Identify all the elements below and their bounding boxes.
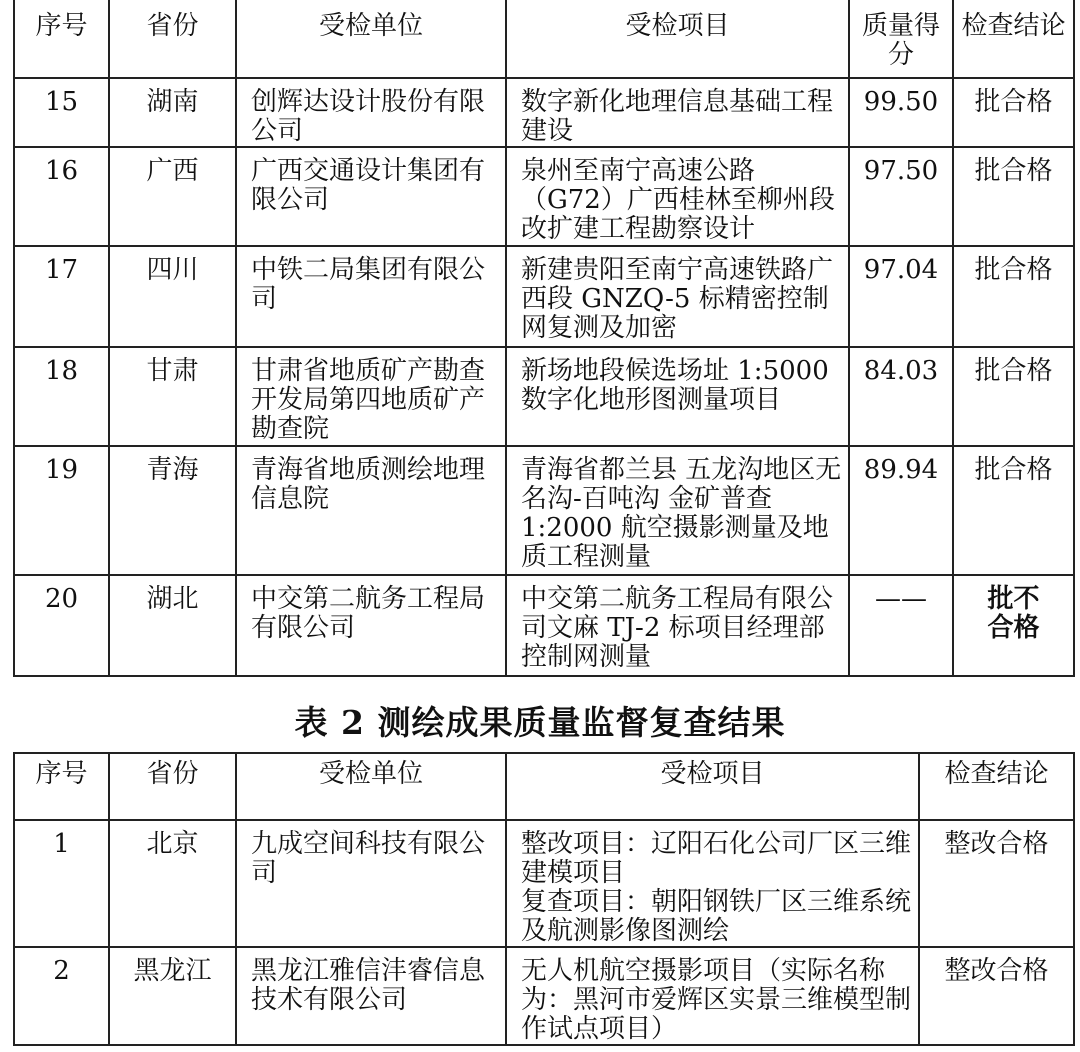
header-project: 受检项目 xyxy=(506,0,849,78)
cell-project: 无人机航空摄影项目（实际名称为：黑河市爱辉区实景三维模型制作试点项目） xyxy=(506,947,919,1045)
cell-unit: 广西交通设计集团有限公司 xyxy=(236,147,506,246)
cell-unit: 青海省地质测绘地理信息院 xyxy=(236,446,506,575)
cell-no: 17 xyxy=(14,246,109,347)
cell-result: 批合格 xyxy=(953,246,1074,347)
cell-result: 批合格 xyxy=(953,446,1074,575)
cell-score: 84.03 xyxy=(849,347,953,446)
table-row xyxy=(14,347,1074,446)
header-no: 序号 xyxy=(14,0,109,78)
cell-province: 湖北 xyxy=(109,575,236,676)
cell-unit: 九成空间科技有限公司 xyxy=(236,820,506,947)
cell-province: 广西 xyxy=(109,147,236,246)
cell-unit: 中交第二航务工程局有限公司 xyxy=(236,575,506,676)
cell-no: 16 xyxy=(14,147,109,246)
table-row xyxy=(14,575,1074,676)
header-result: 检查结论 xyxy=(953,0,1074,78)
header-province: 省份 xyxy=(109,0,236,78)
cell-province: 青海 xyxy=(109,446,236,575)
cell-unit: 甘肃省地质矿产勘查开发局第四地质矿产勘查院 xyxy=(236,347,506,446)
header-unit: 受检单位 xyxy=(236,753,506,820)
cell-result: 整改合格 xyxy=(919,947,1074,1045)
table-row xyxy=(14,446,1074,575)
table-row xyxy=(14,246,1074,347)
table-row xyxy=(14,947,1074,1045)
cell-unit: 中铁二局集团有限公司 xyxy=(236,246,506,347)
table-header-row xyxy=(14,0,1074,78)
header-score: 质量得分 xyxy=(849,0,953,78)
cell-no: 20 xyxy=(14,575,109,676)
cell-score: 97.04 xyxy=(849,246,953,347)
cell-province: 四川 xyxy=(109,246,236,347)
cell-score: —— xyxy=(849,575,953,676)
header-unit: 受检单位 xyxy=(236,0,506,78)
cell-result: 批合格 xyxy=(953,78,1074,147)
cell-project: 数字新化地理信息基础工程建设 xyxy=(506,78,849,147)
cell-project: 新建贵阳至南宁高速铁路广西段 GNZQ-5 标精密控制网复测及加密 xyxy=(506,246,849,347)
cell-score: 89.94 xyxy=(849,446,953,575)
header-province: 省份 xyxy=(109,753,236,820)
cell-project: 泉州至南宁高速公路（G72）广西桂林至柳州段改扩建工程勘察设计 xyxy=(506,147,849,246)
cell-no: 18 xyxy=(14,347,109,446)
cell-unit: 黑龙江雅信沣睿信息技术有限公司 xyxy=(236,947,506,1045)
cell-result: 整改合格 xyxy=(919,820,1074,947)
cell-unit: 创辉达设计股份有限公司 xyxy=(236,78,506,147)
quality-recheck-table-2 xyxy=(13,752,1075,1046)
cell-result: 批合格 xyxy=(953,147,1074,246)
cell-project: 新场地段候选场址 1:5000 数字化地形图测量项目 xyxy=(506,347,849,446)
cell-no: 2 xyxy=(14,947,109,1045)
cell-score: 97.50 xyxy=(849,147,953,246)
cell-province: 甘肃 xyxy=(109,347,236,446)
cell-result: 批合格 xyxy=(953,347,1074,446)
cell-province: 黑龙江 xyxy=(109,947,236,1045)
cell-no: 1 xyxy=(14,820,109,947)
cell-no: 19 xyxy=(14,446,109,575)
table-row xyxy=(14,147,1074,246)
cell-result: 批不合格 xyxy=(953,575,1074,676)
header-no: 序号 xyxy=(14,753,109,820)
cell-score: 99.50 xyxy=(849,78,953,147)
table-row xyxy=(14,820,1074,947)
table-2-title: 表 2 测绘成果质量监督复查结果 xyxy=(294,703,786,742)
cell-no: 15 xyxy=(14,78,109,147)
header-project: 受检项目 xyxy=(506,753,919,820)
quality-inspection-table-1 xyxy=(13,0,1075,677)
cell-project: 中交第二航务工程局有限公司文麻 TJ-2 标项目经理部控制网测量 xyxy=(506,575,849,676)
cell-project: 整改项目：辽阳石化公司厂区三维建模项目 复查项目：朝阳钢铁厂区三维系统及航测影像图测绘 xyxy=(506,820,919,947)
cell-province: 湖南 xyxy=(109,78,236,147)
header-result: 检查结论 xyxy=(919,753,1074,820)
table-row xyxy=(14,78,1074,147)
cell-province: 北京 xyxy=(109,820,236,947)
table-header-row xyxy=(14,753,1074,820)
cell-project: 青海省都兰县 五龙沟地区无名沟-百吨沟 金矿普查 1:2000 航空摄影测量及地质工程测量 xyxy=(506,446,849,575)
